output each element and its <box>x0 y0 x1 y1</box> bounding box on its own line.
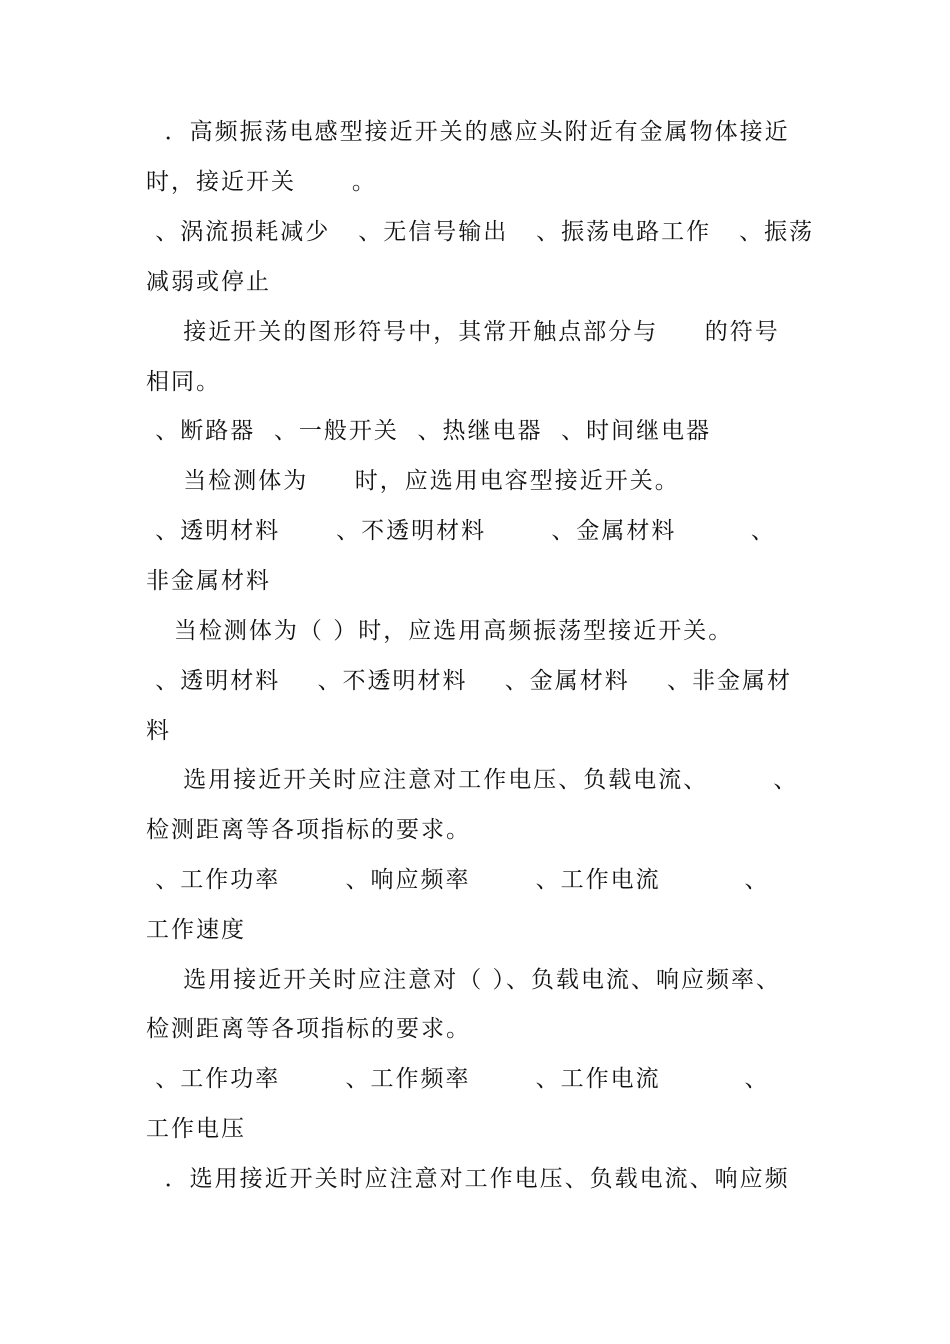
question-4-options-line-1: 、透明材料 、不透明材料 、金属材料 、非金属材 <box>146 668 793 694</box>
question-5-line-1: 选用接近开关时应注意对工作电压、负载电流、 、 <box>146 767 799 793</box>
question-6-line-1: 选用接近开关时应注意对（ ）、负载电流、响应频率、 <box>146 967 782 993</box>
question-2-line-1: 接近开关的图形符号中，其常开触点部分与 的符号 <box>146 319 780 345</box>
question-1-line-2: 时，接近开关 。 <box>146 169 377 195</box>
question-6-options-line-2: 工作电压 <box>146 1116 246 1142</box>
question-5-line-2: 检测距离等各项指标的要求。 <box>146 817 471 843</box>
question-7-line-1: ．选用接近开关时应注意对工作电压、负载电流、响应频 <box>146 1166 790 1192</box>
question-5-options-line-1: 、工作功率 、响应频率 、工作电流 、 <box>146 867 770 893</box>
question-6-line-2: 检测距离等各项指标的要求。 <box>146 1016 471 1042</box>
question-3-options-line-1: 、透明材料 、不透明材料 、金属材料 、 <box>146 518 776 544</box>
question-4-line: 当检测体为（ ）时，应选用高频振荡型接近开关。 <box>146 618 734 644</box>
question-3-options-line-2: 非金属材料 <box>146 568 271 594</box>
question-2-line-2: 相同。 <box>146 369 221 395</box>
question-5-options-line-2: 工作速度 <box>146 917 246 943</box>
question-1-options-line-2: 减弱或停止 <box>146 269 271 295</box>
question-2-options: 、断路器 、一般开关 、热继电器 、时间继电器 <box>146 418 712 444</box>
question-3-line: 当检测体为 时，应选用电容型接近开关。 <box>146 468 680 494</box>
question-1-options-line-1: 、涡流损耗减少 、无信号输出 、振荡电路工作 、振荡 <box>146 219 815 245</box>
question-1-line-1: ．高频振荡电感型接近开关的感应头附近有金属物体接近 <box>146 119 790 145</box>
question-4-options-line-2: 料 <box>146 718 171 744</box>
question-6-options-line-1: 、工作功率 、工作频率 、工作电流 、 <box>146 1066 770 1092</box>
